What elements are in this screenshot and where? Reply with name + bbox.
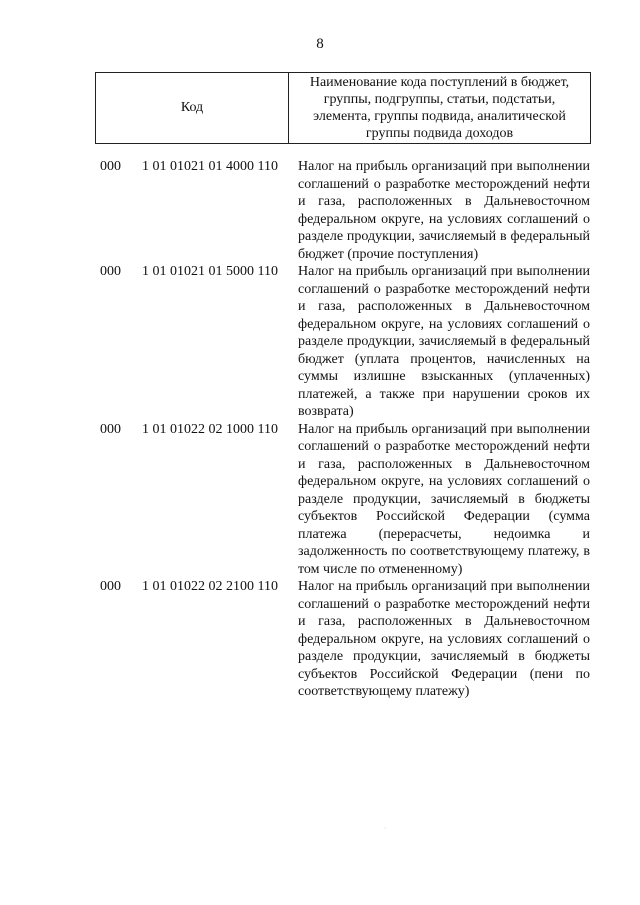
income-description: Налог на прибыль организаций при выполнении соглашений о разработке месторождений нефти и газа, расположенных в Дальневосточном федеральном округе, на условиях соглашений о разделе продукции, зачисляемый в бюджеты субъектов Российской Федерации (пени по соответствующему платежу) [298,579,590,699]
income-code: 1 01 01021 01 5000 110 [142,264,278,279]
admin-code: 000 [100,579,121,594]
table-row [100,158,592,263]
table-row [100,421,592,579]
admin-code: 000 [100,264,121,279]
income-code: 1 01 01021 01 4000 110 [142,159,278,174]
income-description: Налог на прибыль организаций при выполнении соглашений о разработке месторождений нефти и газа, расположенных в Дальневосточном федеральном округе, на условиях соглашений о разделе продукции, зачисляемый в федеральный бюджет (уплата процентов, начисленных на суммы излишне взысканных (уплаченных) платежей, а также при нарушении сроков их возврата) [298,264,590,419]
page-number: 8 [316,36,324,52]
stray-mark: · [384,826,386,832]
table-header [95,72,591,144]
income-code: 1 01 01022 02 2100 110 [142,579,278,594]
table-row [100,578,592,701]
table-row [100,263,592,421]
table-body [100,158,592,701]
header-name-cell: Наименование кода поступлений в бюджет, группы, подгруппы, статьи, подстатьи, элемента, группы подвида, аналитической группы подвида доходов [309,75,570,141]
header-code-cell: Код [96,73,289,143]
income-code: 1 01 01022 02 1000 110 [142,421,278,437]
income-description: Налог на прибыль организаций при выполнении соглашений о разработке месторождений нефти и газа, расположенных в Дальневосточном федеральном округе, на условиях соглашений о разделе продукции, зачисляемый в федеральный бюджет (прочие поступления) [298,159,590,262]
admin-code: 000 [100,159,121,174]
admin-code: 000 [100,421,121,437]
income-description: Налог на прибыль организаций при выполнении соглашений о разработке месторождений нефти и газа, расположенных в Дальневосточном федеральном округе, на условиях соглашений о разделе продукции, зачисляемый в бюджеты субъектов Российской Федерации (сумма платежа (перерасчеты, недоимка и задолженность по соответствующему платежу, в том числе по отмененному) [298,421,590,577]
